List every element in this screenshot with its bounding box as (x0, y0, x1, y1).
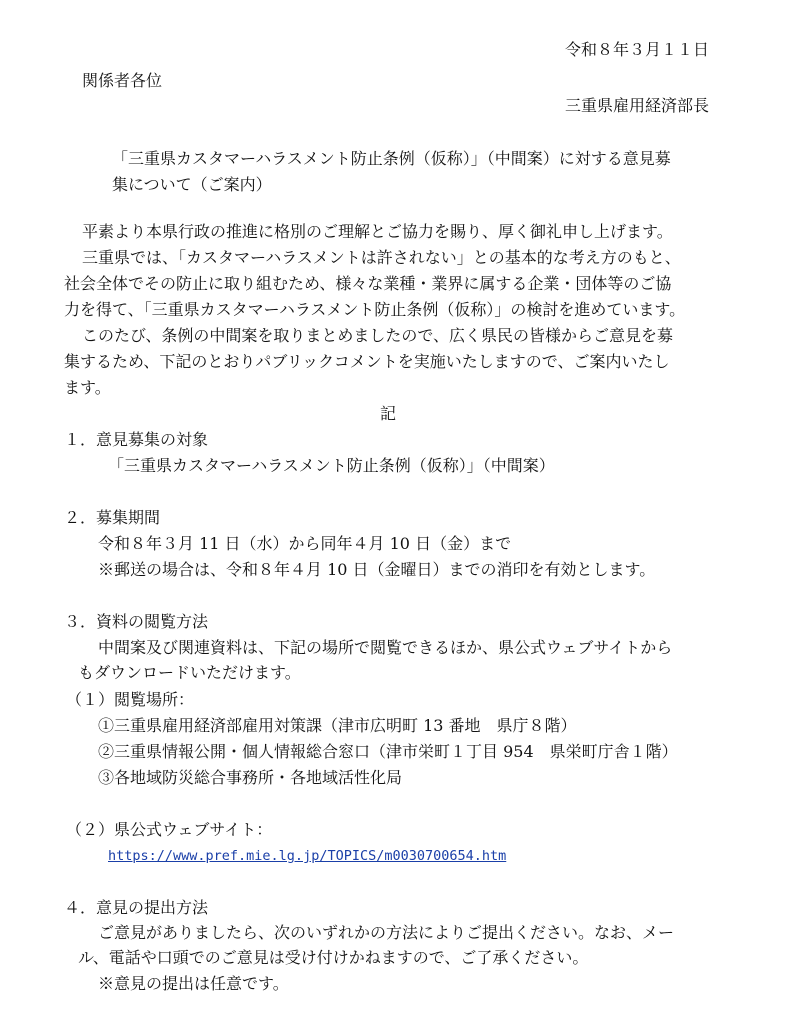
intro-paragraph-3-line-1: このたび、条例の中間案を取りまとめましたので、広く県民の皆様からご意見を募 (82, 326, 674, 345)
ki-heading: 記 (380, 404, 397, 423)
section-2-period: 令和８年３月 11 日（水）から同年４月 10 日（金）まで (98, 534, 512, 553)
intro-paragraph-2-line-2: 社会全体でその防止に取り組むため、様々な業種・業界に属する企業・団体等のご協 (64, 274, 672, 293)
intro-paragraph-2-line-3: 力を得て、「三重県カスタマーハラスメント防止条例（仮称）」の検討を進めています。 (64, 300, 686, 319)
viewing-place-2: ②三重県情報公開・個人情報総合窓口（津市栄町１丁目 954 県栄町庁舎１階） (98, 742, 678, 761)
section-1-heading: １．意見募集の対象 (64, 430, 209, 449)
sender: 三重県雇用経済部長 (564, 96, 709, 115)
title-line-2: 集について（ご案内） (112, 175, 272, 194)
addressee: 関係者各位 (82, 71, 163, 90)
section-2-heading: ２．募集期間 (64, 508, 161, 527)
section-4-body-line-1: ご意見がありましたら、次のいずれかの方法によりご提出ください。なお、メー (98, 923, 675, 942)
section-4-note: ※意見の提出は任意です。 (98, 974, 289, 993)
intro-paragraph-1: 平素より本県行政の推進に格別のご理解とご協力を賜り、厚く御礼申し上げます。 (82, 222, 673, 241)
viewing-place-3: ③各地域防災総合事務所・各地域活性化局 (98, 768, 403, 787)
website-link[interactable]: https://www.pref.mie.lg.jp/TOPICS/m0030700654.htm (108, 848, 507, 864)
section-4-body-line-2: ル、電話や口頭でのご意見は受け付けかねますので、ご了承ください。 (78, 948, 589, 967)
intro-paragraph-2-line-1: 三重県では、「カスタマーハラスメントは許されない」との基本的な考え方のもと、 (82, 248, 681, 267)
intro-paragraph-3-line-2: 集するため、下記のとおりパブリックコメントを実施いたしますので、ご案内いたし (64, 352, 670, 371)
section-3-heading: ３．資料の閲覧方法 (64, 612, 209, 631)
section-3-sub-2: （２）県公式ウェブサイト： (66, 820, 273, 839)
section-3-body-line-2: もダウンロードいただけます。 (78, 663, 301, 682)
viewing-place-1: ①三重県雇用経済部雇用対策課（津市広明町 13 番地 県庁８階） (98, 716, 577, 735)
section-3-sub-1: （１）閲覧場所： (66, 690, 195, 709)
section-3-body-line-1: 中間案及び関連資料は、下記の場所で閲覧できるほか、県公式ウェブサイトから (98, 638, 673, 657)
document-date: 令和８年３月１１日 (564, 40, 709, 59)
title-line-1: 「三重県カスタマーハラスメント防止条例（仮称）」（中間案）に対する意見募 (112, 149, 671, 168)
intro-paragraph-3-line-3: ます。 (64, 378, 111, 397)
section-1-body: 「三重県カスタマーハラスメント防止条例（仮称）」（中間案） (108, 456, 555, 475)
section-2-note: ※郵送の場合は、令和８年４月 10 日（金曜日）までの消印を有効とします。 (98, 560, 656, 579)
section-4-heading: ４．意見の提出方法 (64, 898, 209, 917)
